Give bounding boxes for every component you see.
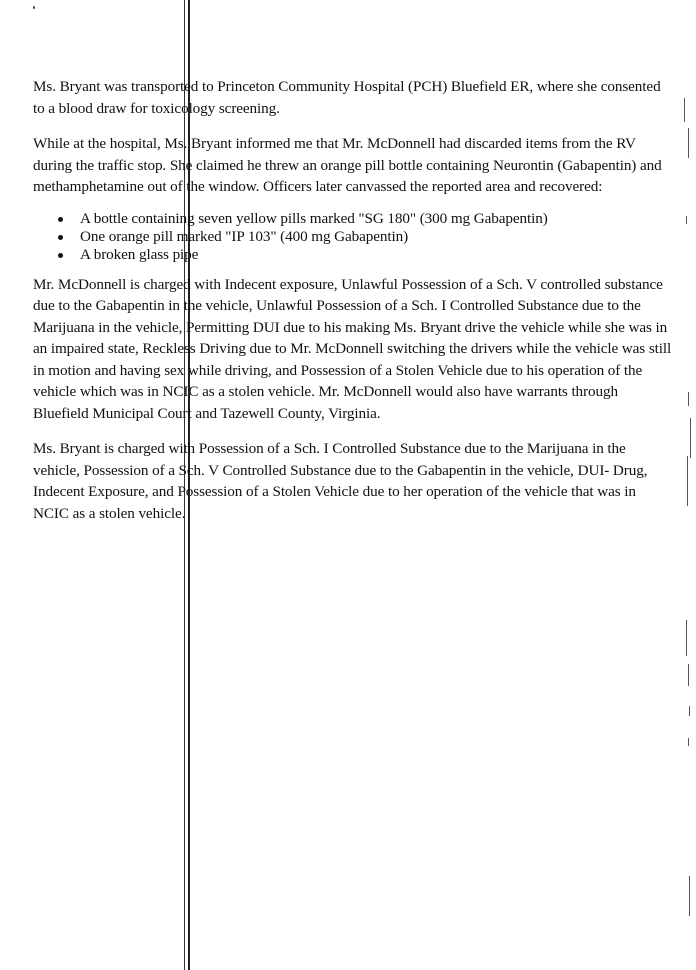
document-body [33,76,673,538]
edge-artifact [688,128,689,158]
mcdonnell-charges-paragraph: Mr. McDonnell is charged with Indecent exposure, Unlawful Possession of a Sch. V controlled substance due to the Gabapentin in the vehicle, Unlawful Possession of a Sch. I Controlled Substance due to the Marijuana in the vehicle, Permitting DUI due to his making Ms. Bryant drive the vehicle while she was in an impaired state, Reckless Driving due to Mr. McDonnell switching the drivers while the vehicle was still in motion and having sex while driving, and Possession of a Stolen Vehicle due to his operation of the vehicle which was in NCIC as a stolen vehicle. Mr. McDonnell would also have warrants through Bluefield Municipal Court and Tazewell County, Virginia. [33,275,672,422]
scan-speck [33,6,35,9]
discarded-items-paragraph: While at the hospital, Ms. Bryant informed me that Mr. McDonnell had discarded items from the RV during the traffic stop. She claimed he threw an orange pill bottle containing Neurontin (Gabapentin) and methamphetamine out of the window. Officers later canvassed the reported area and recovered: [33,135,662,195]
edge-artifact [688,664,689,686]
edge-artifact [687,456,688,506]
bryant-charges-paragraph: Ms. Bryant is charged with Possession of a Sch. I Controlled Substance due to the Marijuana in the vehicle, Possession of a Sch. V Controlled Substance due to the Gabapentin in the vehicle, DUI- Drug, Indecent Exposure, and Possession of a Stolen Vehicle due to her operation of the vehicle that was in NCIC as a stolen vehicle. [33,440,648,522]
edge-artifact [684,98,685,122]
edge-artifact [689,706,690,716]
list-item: A bottle containing seven yellow pills marked "SG 180" (300 mg Gabapentin) [33,210,673,228]
edge-artifact [688,738,689,746]
edge-artifact [689,876,690,916]
hospital-paragraph: Ms. Bryant was transported to Princeton Community Hospital (PCH) Bluefield ER, where she consented to a blood draw for toxicology screening. [33,78,661,117]
bullet-icon [58,253,63,258]
bullet-icon [58,235,63,240]
bullet-icon [58,217,63,222]
edge-artifact [690,418,691,458]
recovered-items-list [33,210,673,264]
list-item: A broken glass pipe [33,246,673,264]
edge-artifact [686,216,687,224]
edge-artifact [688,392,689,406]
list-item: One orange pill marked "IP 103" (400 mg Gabapentin) [33,228,673,246]
edge-artifact [686,620,687,656]
